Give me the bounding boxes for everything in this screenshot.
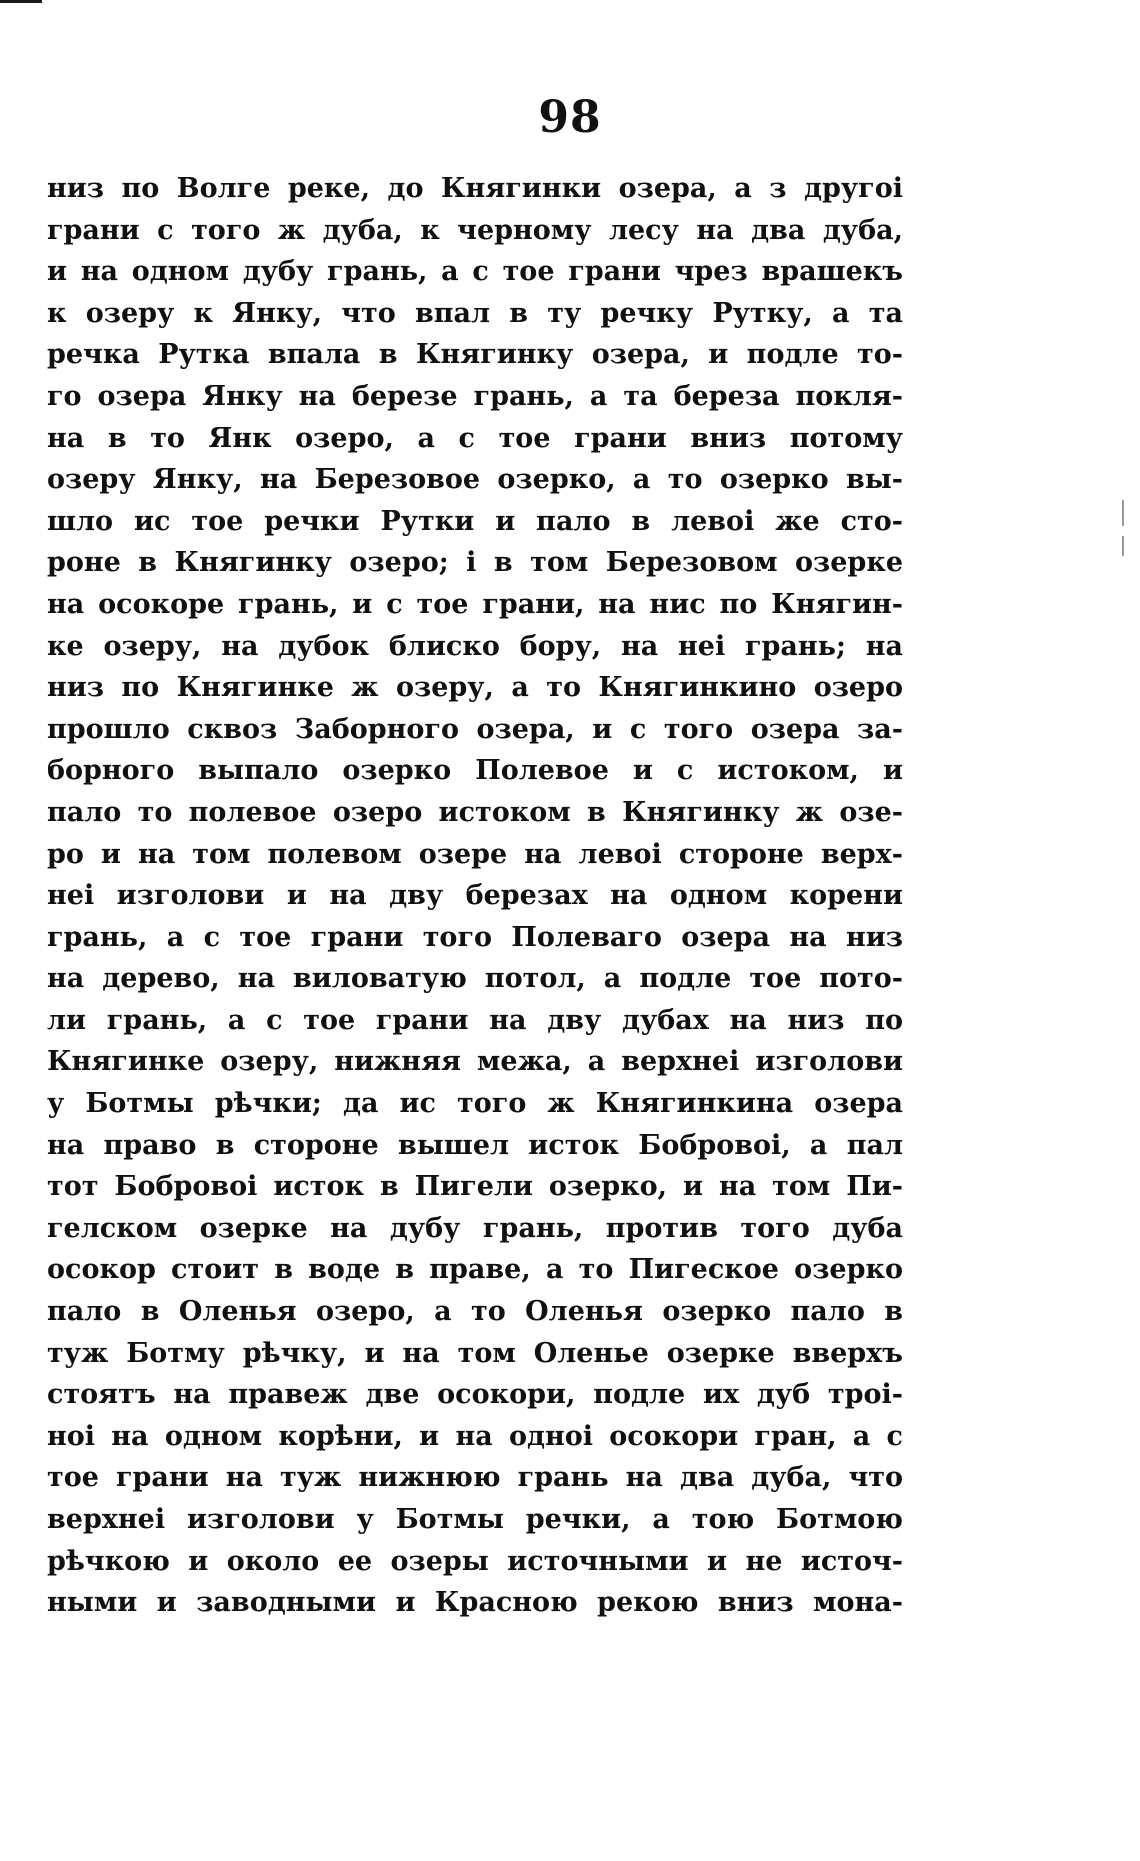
text-line: Княгинке озеру, нижняя межа, а верхнеі изголови xyxy=(47,1046,903,1078)
text-line: рѣчкою и около ее озеры источными и не источ- xyxy=(47,1545,903,1577)
text-line: ли грань, а с тое грани на дву дубах на низ по xyxy=(47,1004,903,1036)
page-number: 98 xyxy=(538,92,602,143)
text-line: низ по Волге реке, до Княгинки озера, а з другоі xyxy=(47,173,903,204)
text-line: борного выпало озерко Полевое и с истоком, и xyxy=(47,755,903,787)
text-line: на право в стороне вышел исток Бобровоі, а пал xyxy=(47,1129,903,1161)
text-line: гелском озерке на дубу грань, против того дуба xyxy=(47,1212,903,1244)
text-line: шло ис тое речки Рутки и пало в левоі же сто- xyxy=(47,505,903,537)
text-line: пало в Оленья озеро, а то Оленья озерко пало в xyxy=(47,1296,903,1328)
text-line: ноі на одном корѣни, и на одноі осокори гран, а с xyxy=(47,1420,903,1452)
text-line: роне в Княгинку озеро; і в том Березовом озерке xyxy=(47,547,903,579)
text-line: тот Бобровоі исток в Пигели озерко, и на том Пи- xyxy=(47,1171,903,1203)
text-line: и на одном дубу грань, а с тое грани чрез врашекъ xyxy=(47,256,903,288)
text-line: тое грани на туж нижнюю грань на два дуба, что xyxy=(47,1462,903,1494)
text-line: озеру Янку, на Березовое озерко, а то озерко вы- xyxy=(47,464,903,496)
text-line: низ по Княгинке ж озеру, а то Княгинкино озеро xyxy=(47,672,903,704)
text-line: неі изголови и на дву березах на одном корени xyxy=(47,880,903,912)
text-line: ными и заводными и Красною рекою вниз мона- xyxy=(47,1587,903,1619)
text-line: туж Ботму рѣчку, и на том Оленье озерке вверхъ xyxy=(47,1337,903,1369)
text-line: на осокоре грань, и с тое грани, на нис по Княгин- xyxy=(47,588,903,620)
text-line: го озера Янку на березе грань, а та береза покля- xyxy=(47,380,903,412)
scan-edge-mark xyxy=(1122,536,1124,556)
text-line: верхнеі изголови у Ботмы речки, а тою Ботмою xyxy=(47,1504,903,1535)
text-line: осокор стоит в воде в праве, а то Пигеское озерко xyxy=(47,1254,903,1286)
scan-corner-mark xyxy=(0,0,42,3)
text-line: у Ботмы рѣчки; да ис того ж Княгинкина озера xyxy=(47,1088,903,1120)
text-line: ке озеру, на дубок блиско бору, на неі грань; на xyxy=(47,630,903,662)
text-line: пало то полевое озеро истоком в Княгинку ж озе- xyxy=(47,796,903,828)
scan-edge-mark xyxy=(1122,500,1124,526)
text-line: на в то Янк озеро, а с тое грани вниз потому xyxy=(47,422,903,454)
text-line: грань, а с тое грани того Полеваго озера на низ xyxy=(47,921,903,953)
text-line: на дерево, на виловатую потол, а подле тое пото- xyxy=(47,963,903,995)
text-line: стоятъ на правеж две осокори, подле их дуб троі- xyxy=(47,1379,903,1411)
text-line: прошло сквоз Заборного озера, и с того озера за- xyxy=(47,713,903,745)
body-text xyxy=(47,168,903,1624)
text-line: к озеру к Янку, что впал в ту речку Рутку, а та xyxy=(47,297,903,329)
text-line: речка Рутка впала в Княгинку озера, и подле то- xyxy=(47,339,903,371)
text-line: ро и на том полевом озере на левоі стороне верх- xyxy=(47,838,903,870)
text-line: грани с того ж дуба, к черному лесу на два дуба, xyxy=(47,214,903,246)
